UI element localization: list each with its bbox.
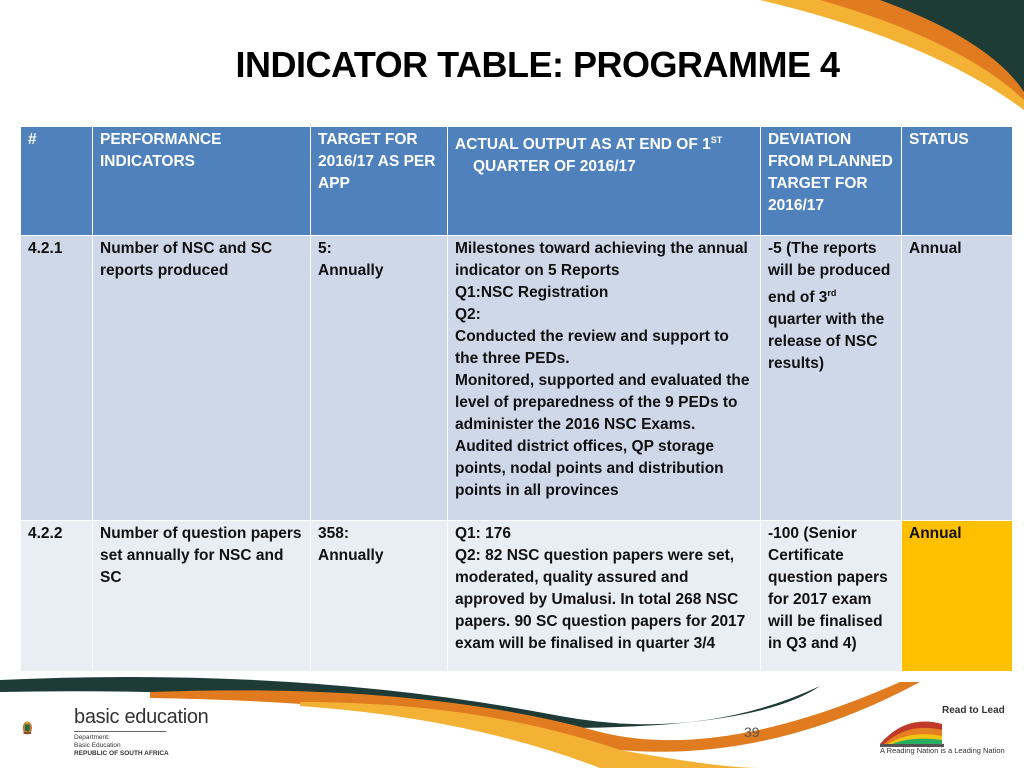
header-actual-prefix: ACTUAL OUTPUT AS AT END OF 1 bbox=[455, 136, 711, 154]
row-actual-output: Q1: 176 Q2: 82 NSC question papers were set, moderated, quality assured and approved by Umalusi. In total 268 NSC papers. 90 SC question papers for 2017 exam will be finalised in quarter 3/4 bbox=[448, 521, 761, 672]
row-target: 5: Annually bbox=[311, 236, 448, 521]
row-deviation-sup: rd bbox=[827, 288, 837, 298]
slide-title: INDICATOR TABLE: PROGRAMME 4 bbox=[235, 44, 840, 85]
coat-of-arms-icon bbox=[20, 698, 70, 758]
page-number: 39 bbox=[744, 724, 760, 740]
logo-divider bbox=[74, 731, 166, 732]
row-indicator: Number of question papers set annually for NSC and SC bbox=[93, 521, 311, 672]
basic-education-logo bbox=[74, 706, 209, 758]
header-number: # bbox=[21, 127, 93, 236]
logo-line-3: REPUBLIC OF SOUTH AFRICA bbox=[74, 750, 169, 757]
basic-education-logo-name: basic education bbox=[74, 706, 209, 728]
header-target: TARGET FOR 2016/17 AS PER APP bbox=[311, 127, 448, 236]
header-status: STATUS bbox=[902, 127, 1013, 236]
row-status: Annual bbox=[902, 521, 1013, 672]
read-to-lead-tagline: A Reading Nation is a Leading Nation bbox=[880, 746, 1005, 755]
row-target: 358: Annually bbox=[311, 521, 448, 672]
row-indicator: Number of NSC and SC reports produced bbox=[93, 236, 311, 521]
row-deviation-suffix: quarter with the release of NSC results) bbox=[768, 311, 885, 373]
row-deviation-prefix: -5 (The reports will be produced end of 3 bbox=[768, 240, 891, 307]
indicator-table bbox=[20, 126, 1013, 672]
header-actual-output bbox=[448, 127, 761, 236]
row-actual-output: Milestones toward achieving the annual indicator on 5 Reports Q1:NSC Registration Q2: Conducted the review and support to the three PEDs. Monitored, supported and evaluated the level of preparedness of the 9 PEDs to administer the 2016 NSC Exams. Audited district offices, QP storage points, nodal points and distribution points in all provinces bbox=[448, 236, 761, 521]
header-performance-indicators: PERFORMANCE INDICATORS bbox=[93, 127, 311, 236]
table-header-row bbox=[21, 127, 1013, 236]
header-actual-suffix: QUARTER OF 2016/17 bbox=[473, 158, 636, 176]
header-deviation: DEVIATION FROM PLANNED TARGET FOR 2016/17 bbox=[761, 127, 902, 236]
logo-line-1: Department: bbox=[74, 734, 110, 741]
row-number: 4.2.2 bbox=[21, 521, 93, 672]
row-deviation bbox=[761, 236, 902, 521]
row-deviation: -100 (Senior Certificate question papers for 2017 exam will be finalised in Q3 and 4) bbox=[761, 521, 902, 672]
table-row bbox=[21, 521, 1013, 672]
header-actual-sup: ST bbox=[710, 135, 723, 145]
row-status: Annual bbox=[902, 236, 1013, 521]
table-row bbox=[21, 236, 1013, 521]
read-to-lead-name: Read to Lead bbox=[942, 705, 1005, 716]
row-number: 4.2.1 bbox=[21, 236, 93, 521]
logo-line-2: Basic Education bbox=[74, 742, 121, 749]
